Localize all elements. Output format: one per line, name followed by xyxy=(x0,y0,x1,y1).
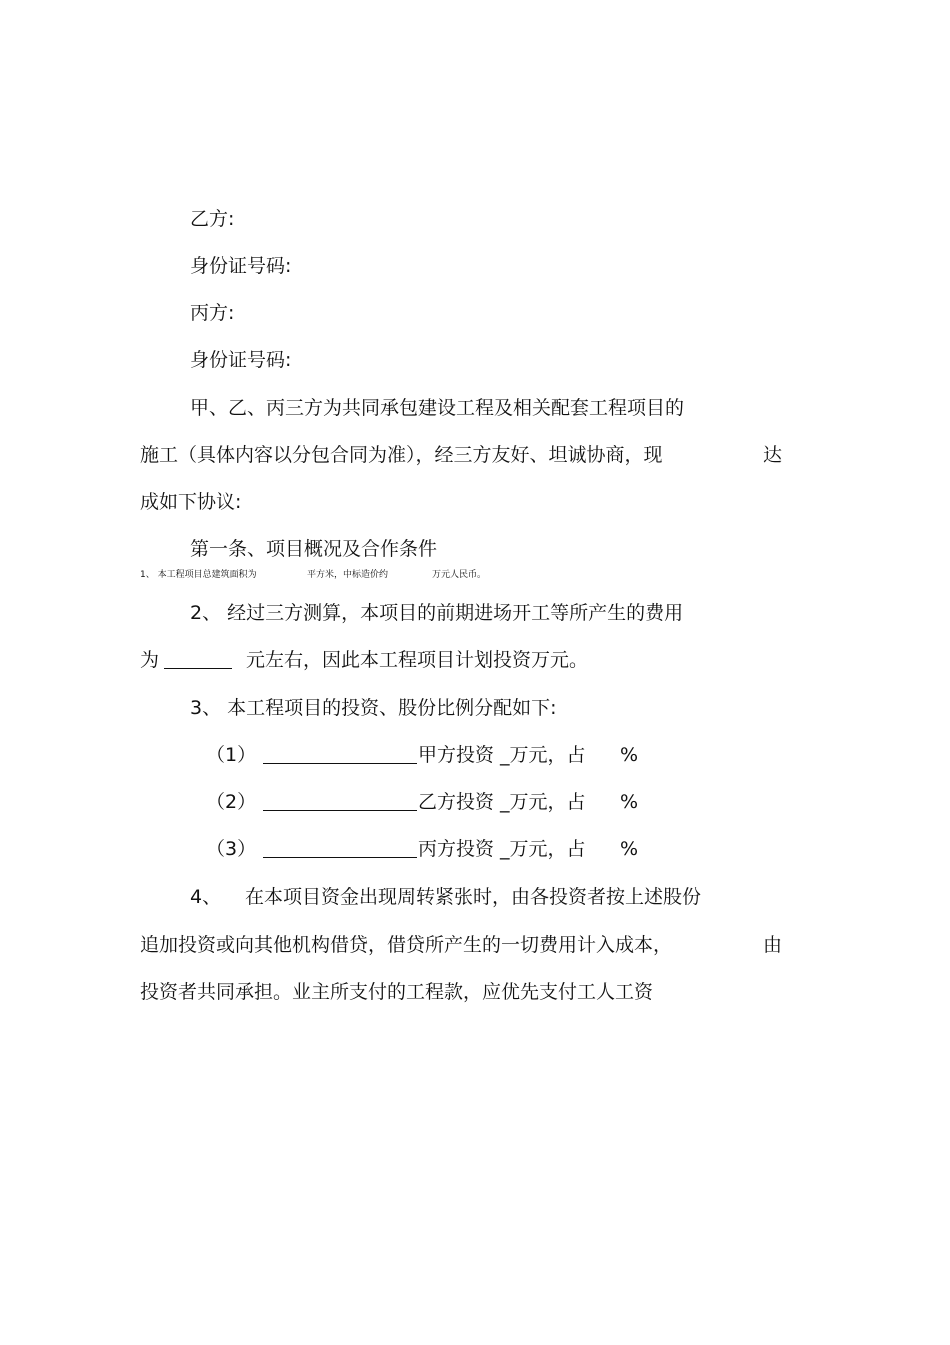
investment-row-1-blank xyxy=(263,763,417,764)
intro-line-1: 甲、乙、丙三方为共同承包建设工程及相关配套工程项目的 xyxy=(190,397,685,419)
item-2-blank xyxy=(164,668,232,669)
item-2-line-1: 2、 经过三方测算，本项目的前期进场开工等所产生的费用 xyxy=(190,602,684,624)
party-b-id-label: 身份证号码: xyxy=(190,255,292,277)
intro-line-2-end: 达 xyxy=(763,444,783,466)
item-1-part-c: 万元人民币。 xyxy=(432,570,487,580)
item-4-num: 4、 xyxy=(190,886,222,908)
investment-row-3-num: （3） xyxy=(206,838,257,860)
party-c-label: 丙方: xyxy=(190,302,235,324)
item-4-line-2-end: 由 xyxy=(763,934,783,956)
investment-row-3-text: 丙方投资 _万元，占 xyxy=(418,838,586,860)
item-1-part-b: 平方米，中标造价约 xyxy=(307,570,389,580)
investment-row-2-num: （2） xyxy=(206,791,257,813)
investment-row-3-blank xyxy=(263,857,417,858)
item-4-line-2: 追加投资或向其他机构借贷，借贷所产生的一切费用计入成本， xyxy=(140,934,673,956)
item-3-title: 3、 本工程项目的投资、股份比例分配如下: xyxy=(190,697,557,719)
party-c-id-label: 身份证号码: xyxy=(190,349,292,371)
party-b-label: 乙方: xyxy=(190,208,235,230)
item-2-suffix: 元左右，因此本工程项目计划投资万元。 xyxy=(246,649,589,671)
investment-row-2-text: 乙方投资 _万元，占 xyxy=(418,791,586,813)
item-1-part-a: 1、 本工程项目总建筑面积为 xyxy=(140,570,257,580)
item-4-line-3: 投资者共同承担。业主所支付的工程款，应优先支付工人工资 xyxy=(140,981,654,1003)
intro-line-2: 施工（具体内容以分包合同为准），经三方友好、坦诚协商，现 xyxy=(140,444,663,466)
investment-row-1-pct: % xyxy=(620,744,639,766)
item-2-prefix: 为 xyxy=(140,649,160,671)
investment-row-2-blank xyxy=(263,810,417,811)
investment-row-1-text: 甲方投资 _万元，占 xyxy=(418,744,586,766)
item-4-line-1: 在本项目资金出现周转紧张时，由各投资者按上述股份 xyxy=(245,886,702,908)
investment-row-1-num: （1） xyxy=(206,744,257,766)
investment-row-2-pct: % xyxy=(620,791,639,813)
intro-line-3: 成如下协议: xyxy=(140,491,242,513)
investment-row-3-pct: % xyxy=(620,838,639,860)
article-1-title: 第一条、项目概况及合作条件 xyxy=(190,538,438,560)
